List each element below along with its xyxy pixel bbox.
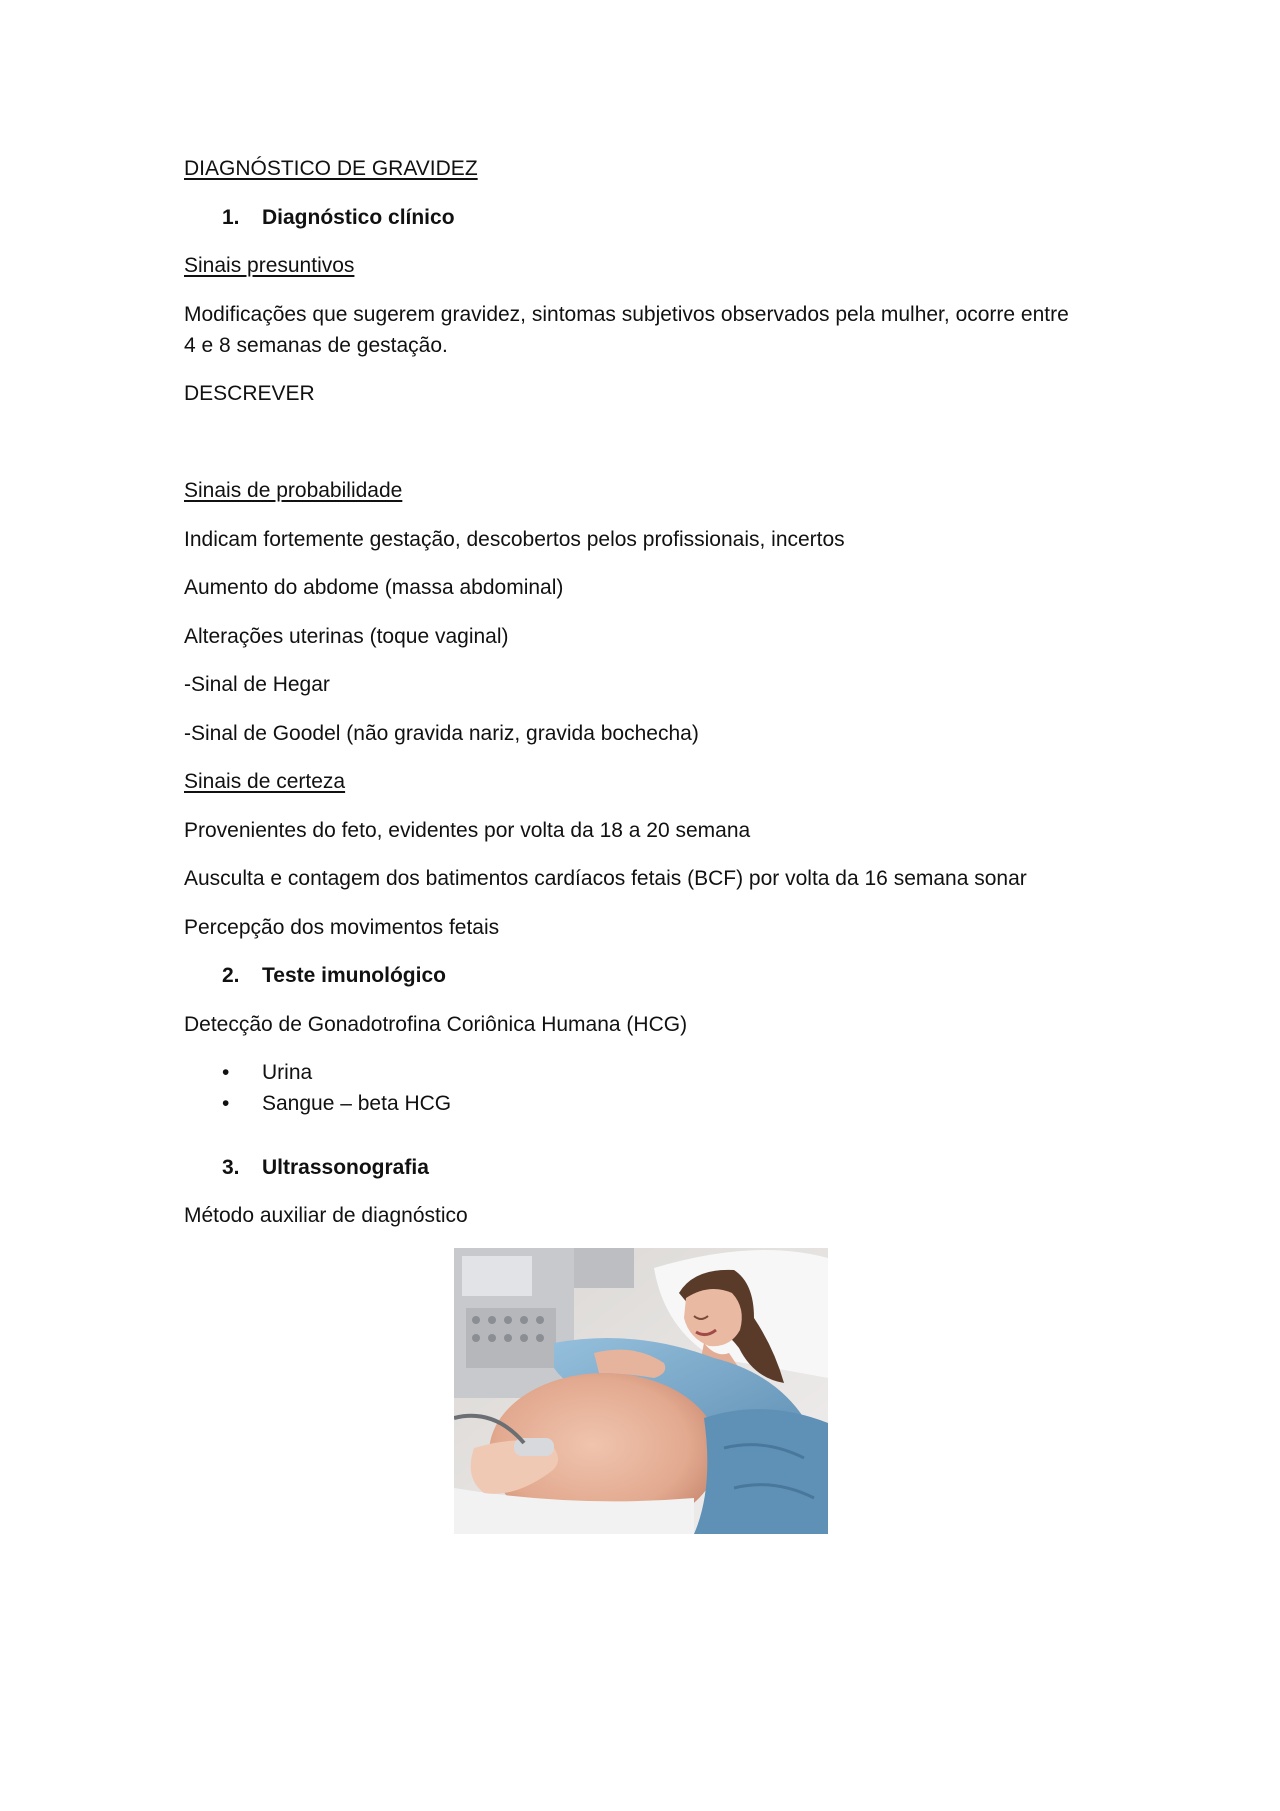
- ultrassom-text: Método auxiliar de diagnóstico: [184, 1204, 468, 1227]
- bullet-item-sangue: Sangue – beta HCG: [262, 1092, 452, 1115]
- bullet-item-urina: Urina: [262, 1061, 313, 1084]
- presuntivos-text-line-2: 4 e 8 semanas de gestação.: [184, 334, 448, 357]
- bullet-symbol: •: [222, 1092, 230, 1115]
- heading-sinais-certeza: Sinais de certeza: [184, 770, 346, 793]
- imuno-text: Detecção de Gonadotrofina Coriônica Humana (HCG): [184, 1013, 688, 1036]
- note-descrever: DESCREVER: [184, 382, 315, 405]
- probabilidade-line: Indicam fortemente gestação, descobertos pelos profissionais, incertos: [184, 528, 845, 551]
- bullet-symbol: •: [222, 1061, 230, 1084]
- section-3-number: 3.: [222, 1156, 240, 1179]
- document-title: DIAGNÓSTICO DE GRAVIDEZ: [184, 157, 478, 180]
- certeza-line: Percepção dos movimentos fetais: [184, 916, 500, 939]
- section-3-title: Ultrassonografia: [262, 1156, 429, 1179]
- probabilidade-line: Aumento do abdome (massa abdominal): [184, 576, 564, 599]
- section-2-title: Teste imunológico: [262, 964, 446, 987]
- ultrasound-photo: [454, 1248, 828, 1534]
- certeza-line: Provenientes do feto, evidentes por volta da 18 a 20 semana: [184, 819, 751, 842]
- heading-sinais-probabilidade: Sinais de probabilidade: [184, 479, 403, 502]
- probabilidade-line: -Sinal de Goodel (não gravida nariz, gravida bochecha): [184, 722, 699, 745]
- section-1-number: 1.: [222, 206, 240, 229]
- probabilidade-line: -Sinal de Hegar: [184, 673, 330, 696]
- section-2-number: 2.: [222, 964, 240, 987]
- section-1-title: Diagnóstico clínico: [262, 206, 455, 229]
- probabilidade-line: Alterações uterinas (toque vaginal): [184, 625, 509, 648]
- presuntivos-text-line-1: Modificações que sugerem gravidez, sintomas subjetivos observados pela mulher, ocorre entre: [184, 303, 1069, 326]
- heading-sinais-presuntivos: Sinais presuntivos: [184, 254, 355, 277]
- certeza-line: Ausculta e contagem dos batimentos cardíacos fetais (BCF) por volta da 16 semana sonar: [184, 867, 1027, 890]
